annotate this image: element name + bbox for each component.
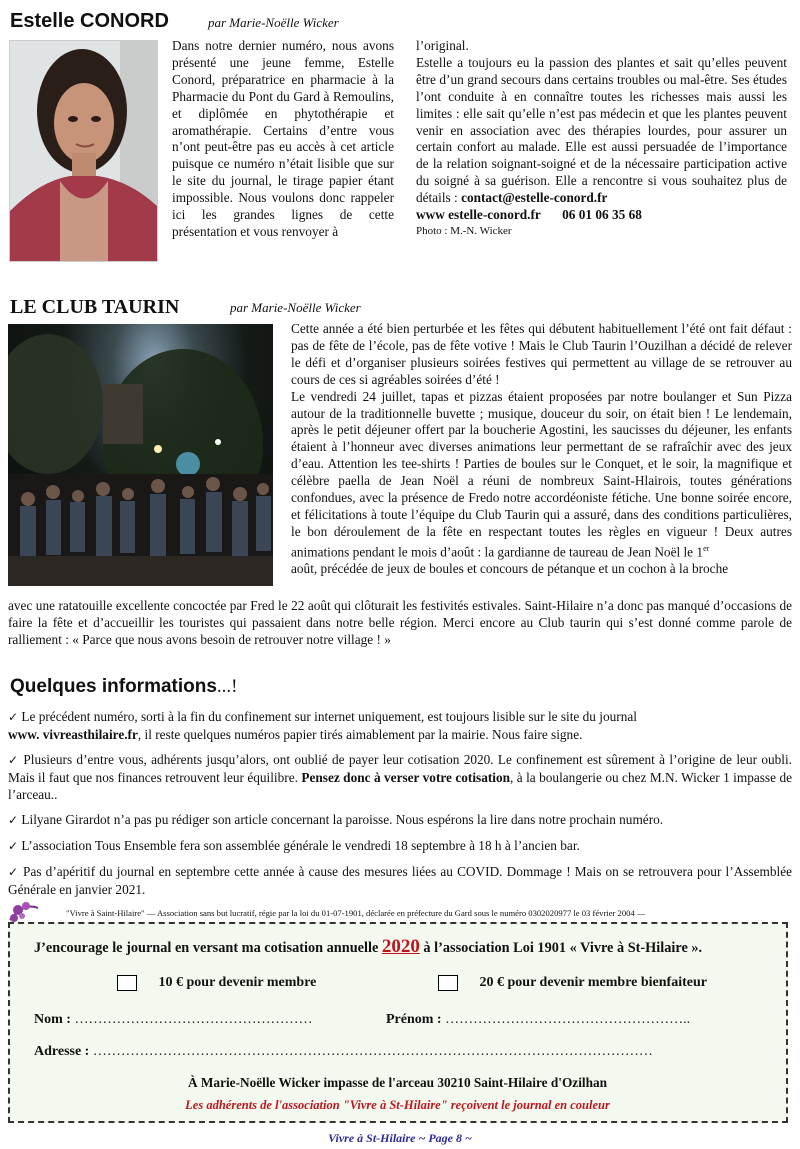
adresse-field[interactable] [34,1044,653,1060]
info-item5-text: Pas d’apéritif du journal en septembre cette année à cause des mesures liées au COVID. Dommage ! Mais on se retrouvera pour l’Assemblée Générale en janvier 2021. [8,864,792,897]
photo-credit: Photo : M.-N. Wicker [416,224,512,237]
adresse-dots: ………………………………………………………………………………………………………… [92,1044,653,1059]
article2-title: LE CLUB TAURIN [10,296,180,318]
option-benefactor[interactable] [438,975,707,991]
club-taurin-photo [8,324,273,586]
article2-column [291,321,792,578]
superscript-er: er [703,543,710,553]
portrait-illustration [10,41,157,261]
info-item2-text: Plusieurs d’entre vous, adhérents jusqu’alors, ont oublié de payer leur cotisation 2020. Le confinement est sûrement à l’origine de leur oubli. Mais il faut que nos finances retrouvent leur équilibre. [8,752,792,785]
infos-title-suffix: ...! [216,676,238,697]
article1-column1 [172,38,394,241]
info-item [8,751,792,803]
info-item3-text: Lilyane Girardot n’a pas pu rédiger son article concernant la paroisse. Nous espérons la lire dans notre prochain numéro. [18,812,664,827]
info-item [8,811,792,829]
article1-col1-text: Dans notre dernier numéro, nous avons présenté une jeune femme, Estelle Conord, préparatrice en pharmacie à la Pharmacie du Pont du Gard à Remoulins, et diplômée en phytothérapie et aromathérapie. Certains d’entre vous n’ont peut-être pas eu accès à cet article puisque ce numéro n’était lisible que sur le site du journal, le tirage papier étant impossible. Nous voulons donc rappeler ici les grandes lignes de cette présentation et vous renvoyer à [172,38,394,239]
checkbox-member[interactable] [117,975,137,991]
page-footer: Vivre à St-Hilaire ~ Page 8 ~ [328,1131,472,1145]
nom-field[interactable] [34,1012,312,1028]
info-item2-bold: Pensez donc à verser votre cotisation [297,770,511,785]
portrait-photo [9,40,158,262]
form-year: 2020 [381,936,420,957]
form-intro [34,936,702,958]
option-member[interactable] [117,975,316,991]
nom-label: Nom : [34,1012,75,1027]
info-item [8,708,792,743]
checkmark-icon: ✓ [8,865,19,879]
article2-part3: août, précédée de jeux de boules et concours de pétanque et un cochon à la broche [291,561,729,577]
membership-form [8,922,788,1123]
article1-col2-intro: l’original. [416,38,469,53]
article1-col2-text: Estelle a toujours eu la passion des plantes et sait qu’elles peuvent être d’un grand secours dans certains troubles ou mal-être. Ses études l’ont conduite à en connaître toutes les richesses mais aussi les limites : elle sait qu’elle n’est pas médecin et que les plantes peuvent venir en association avec des thérapies lourdes, pour assurer un certain confort au malade. Elle est aussi persuadée de l’importance de la relation soignant-soigné et de la nécessaire participation active du soigné à sa guérison. Elle a rencontre si vous souhaitez plus de détails : [416,54,787,206]
article2-full-width [8,598,792,649]
article1-byline: par Marie-Noëlle Wicker [208,15,339,30]
prenom-dots: …………………………………………….. [445,1012,691,1027]
phone-number: 06 01 06 35 68 [562,207,642,223]
infos-title [10,676,238,698]
checkmark-icon: ✓ [8,839,19,853]
option-member-label: 10 € pour devenir membre [158,975,317,991]
form-address: À Marie-Noëlle Wicker impasse de l'arceau 30210 Saint-Hilaire d'Ozilhan [187,1075,608,1090]
checkmark-icon: ✓ [8,753,20,767]
crowd-illustration [8,324,273,586]
article2-part2: Le vendredi 24 juillet, tapas et pizzas étaient proposées par notre boulanger et Sun Pizza autour de la traditionnelle buvette ; musique, douceur du soir, on était bien ! Le lendemain, après le petit déjeuner offert par la boucherie Agostini, les saucisses du déjeuner, les enfants étaient à l’honneur avec diverses animations leur permettant de se rafraîchir avec des jeux d’eau. Attention les tee-shirts ! Parties de boules sur le Conquet, et le soir, la magnifique et célèbre paella de Jean Noël a réuni de nombreux Saint-Hlairois, toutes générations confondues, avec la présence de Fredo notre accordéoniste fétiche. Une bonne soirée encore, et félicitations à toute l’équipe du Club Taurin qui a assuré, dans des conditions particulières, le bon déroulement de la fête en respectant toutes les règles en vigueur ! Deux autres animations pendant le mois d’août : la gardianne de taureau de Jean Noël le 1 [291,388,792,560]
info-item2-rest: , à la boulangerie ou chez M.N. Wicker 1 impasse de l’arceau.. [8,770,792,802]
info-item1-rest: , il reste quelques numéros papier tirés aimablement par la mairie. Nous faire signe. [137,727,583,742]
infos-title-text: Quelques informations [10,676,217,697]
info-item [8,837,792,855]
checkmark-icon: ✓ [8,710,19,724]
article1-column2 [416,38,787,238]
association-note: "Vivre à Saint-Hilaire" — Association sans but lucratif, régie par la loi du 01-07-1901, déclarée en préfecture du Gard sous le numéro 0302020977 le 03 février 2004 — [66,908,646,918]
adresse-label: Adresse : [34,1044,93,1059]
article2-byline: par Marie-Noëlle Wicker [230,300,361,315]
form-intro-rest: à l’association Loi 1901 « Vivre à St-Hilaire ». [419,940,703,956]
website-link[interactable]: www estelle-conord.fr [416,207,541,223]
infos-list [8,708,792,898]
prenom-field[interactable] [386,1012,690,1028]
journal-website-link[interactable]: www. vivreasthilaire.fr [8,727,138,742]
prenom-label: Prénom : [386,1012,446,1027]
form-note: Les adhérents de l'association "Vivre à St-Hilaire" reçoivent le journal en couleur [185,1098,610,1112]
contact-email-link[interactable]: contact@estelle-conord.fr [461,190,608,206]
option-benefactor-label: 20 € pour devenir membre bienfaiteur [479,975,707,991]
info-item4-text: L’association Tous Ensemble fera son assemblée générale le vendredi 18 septembre à 18 h à l’ancien bar. [18,838,580,853]
checkmark-icon: ✓ [8,813,19,827]
checkbox-benefactor[interactable] [438,975,458,991]
article2-part1: Cette année a été bien perturbée et les fêtes qui débutent habituellement l’été ont fait défaut : pas de fête de l’école, pas de fête votive ! Mais le Club Taurin l’Ouzilhan a décidé de relever le défi et d’organiser plusieurs soirées festives qui permettent au village de se retrouver au cours de ces si agréables soirées d’été ! [291,321,792,387]
info-item1-text: Le précédent numéro, sorti à la fin du confinement sur internet uniquement, est toujours lisible sur le site du journal [18,709,637,724]
info-item [8,863,792,898]
nom-dots: …………………………………………… [74,1012,313,1027]
form-intro-text: J’encourage le journal en versant ma cotisation annuelle [34,940,382,956]
article1-title: Estelle CONORD [10,10,169,32]
article2-closing: avec une ratatouille excellente concoctée par Fred le 22 août qui clôturait les festivités estivales. Saint-Hilaire n’a donc pas manqué d’occasions de faire la fête et d’accueillir les touristes qui passaient dans notre belle région. Merci encore au Club taurin qui s’est donné comme parole de ralliement : « Parce que nous avons besoin de retrouver notre village ! » [8,598,792,647]
